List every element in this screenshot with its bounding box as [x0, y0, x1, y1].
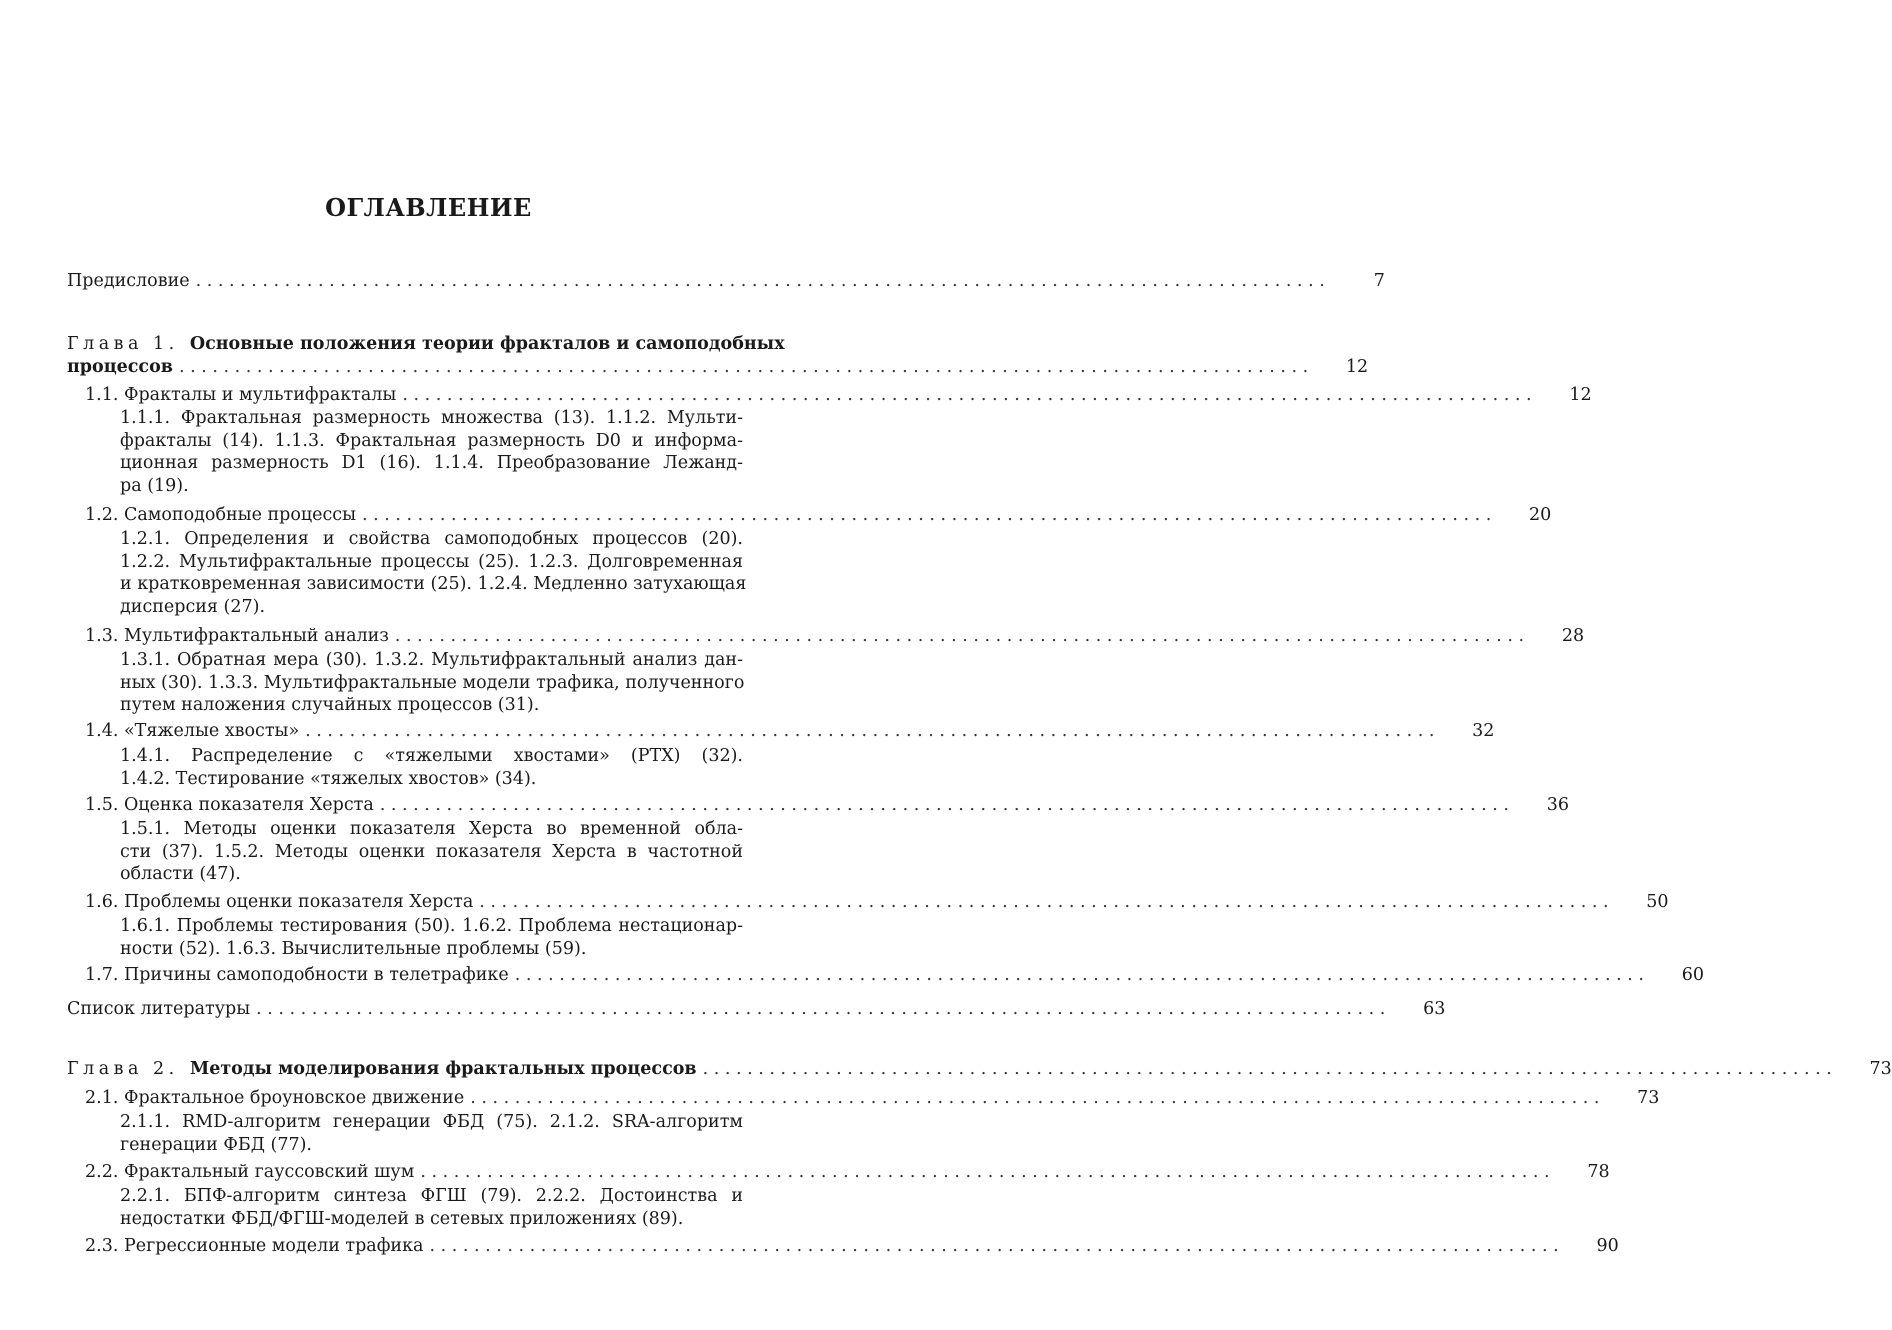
toc-page-number: 20: [1529, 505, 1552, 525]
subsections-1-6: [120, 915, 743, 960]
subsection-line: сти (37). 1.5.2. Методы оценки показателя Херста в частотной: [120, 841, 743, 862]
toc-entry-label: 1.2. Самоподобные процессы: [85, 505, 357, 525]
toc-page-number: 50: [1646, 892, 1669, 912]
toc-entry-label: Список литературы: [67, 999, 251, 1019]
toc-section-1-7[interactable]: [85, 964, 1704, 987]
subsection-line: 1.4.1. Распределение с «тяжелыми хвостами» (РТХ) (32).: [120, 746, 743, 766]
chapter-1-title-line-1: [67, 333, 795, 356]
toc-page-number: 63: [1423, 999, 1446, 1019]
toc-page-number: 36: [1546, 795, 1569, 815]
leader-dots: [703, 1058, 1832, 1081]
leader-dots: [420, 1161, 1549, 1184]
chapter-title-cont: процессов: [67, 357, 173, 377]
chapter-title: Методы моделирования фрактальных процессов: [189, 1059, 697, 1079]
toc-section-1-4[interactable]: [85, 720, 1495, 743]
subsections-1-5: [120, 818, 743, 886]
toc-section-2-3[interactable]: [85, 1235, 1619, 1258]
toc-page-number: 12: [1345, 357, 1369, 377]
toc-entry-references[interactable]: [67, 998, 1446, 1021]
toc-entry-label: 1.3. Мультифрактальный анализ: [85, 626, 389, 646]
subsection-line: 1.2.2. Мультифрактальные процессы (25). 1.2.3. Долговременная: [120, 551, 743, 572]
toc-entry-label: 1.4. «Тяжелые хвосты»: [85, 721, 300, 741]
toc-section-1-6[interactable]: [85, 891, 1669, 914]
subsection-line: 1.6.1. Проблемы тестирования (50). 1.6.2. Проблема нестационар-: [120, 916, 743, 936]
toc-section-1-2[interactable]: [85, 504, 1552, 527]
toc-entry-label: 2.2. Фрактальный гауссовский шум: [85, 1162, 415, 1182]
subsection-line: 1.3.1. Обратная мера (30). 1.3.2. Мультифрактальный анализ дан-: [120, 650, 743, 670]
toc-page-number: 12: [1569, 385, 1592, 405]
subsection-line: 1.5.1. Методы оценки показателя Херста во временной обла-: [120, 819, 743, 839]
subsection-line: дисперсия (27).: [120, 596, 266, 617]
subsections-1-4: [120, 745, 743, 790]
toc-entry-label: 1.7. Причины самоподобности в телетрафике: [85, 965, 509, 985]
toc-page-number: 28: [1561, 626, 1585, 646]
toc-section-2-1[interactable]: [85, 1087, 1660, 1110]
page-title: ОГЛАВЛЕНИЕ: [325, 193, 532, 222]
subsections-2-1: [120, 1111, 743, 1156]
chapter-1-title-line-2: [67, 356, 1369, 379]
toc-page-number: 7: [1373, 271, 1385, 291]
toc-page-number: 32: [1472, 721, 1495, 741]
toc-page-number: 73: [1869, 1059, 1892, 1079]
subsection-line: ционная размерность D1 (16). 1.1.4. Преобразование Лежанд-: [120, 453, 743, 474]
chapter-prefix: Глава 1.: [67, 334, 179, 354]
subsection-line: фракталы (14). 1.1.3. Фрактальная размерность D0 и информа-: [120, 430, 743, 451]
subsection-line: ных (30). 1.3.3. Мультифрактальные модели трафика, полученного: [120, 672, 745, 693]
toc-entry-label: Предисловие: [67, 271, 190, 291]
subsection-line: 1.1.1. Фрактальная размерность множества (13). 1.1.2. Мульти-: [120, 408, 743, 428]
subsection-line: 2.1.1. RMD-алгоритм генерации ФБД (75). 2.1.2. SRA-алгоритм: [120, 1112, 743, 1132]
toc-section-2-2[interactable]: [85, 1161, 1610, 1184]
subsection-line: области (47).: [120, 864, 241, 885]
subsection-line: недостатки ФБД/ФГШ-моделей в сетевых приложениях (89).: [120, 1208, 684, 1229]
leader-dots: [305, 720, 1434, 743]
subsections-1-3: [120, 649, 743, 717]
subsection-line: ности (52). 1.6.3. Вычислительные проблемы (59).: [120, 938, 587, 959]
leader-dots: [395, 625, 1524, 648]
subsections-1-1: [120, 407, 743, 497]
toc-entry-label: 1.6. Проблемы оценки показателя Херста: [85, 892, 474, 912]
toc-section-1-3[interactable]: [85, 625, 1585, 648]
toc-section-1-1[interactable]: [85, 384, 1592, 407]
toc-section-1-5[interactable]: [85, 794, 1569, 817]
leader-dots: [196, 270, 1325, 293]
toc-page-number: 73: [1637, 1088, 1660, 1108]
toc-entry-label: 2.1. Фрактальное броуновское движение: [85, 1088, 465, 1108]
toc-entry-label: 1.1. Фракталы и мультифракталы: [85, 385, 397, 405]
leader-dots: [362, 504, 1491, 527]
toc-page-number: 78: [1587, 1162, 1610, 1182]
leader-dots: [470, 1087, 1599, 1110]
chapter-title: Основные положения теории фракталов и самоподобных: [189, 334, 785, 354]
toc-page-number: 60: [1681, 965, 1704, 985]
subsection-line: 2.2.1. БПФ-алгоритм синтеза ФГШ (79). 2.2.2. Достоинства и: [120, 1186, 743, 1206]
subsection-line: 1.4.2. Тестирование «тяжелых хвостов» (34).: [120, 768, 537, 789]
subsection-line: 1.2.1. Определения и свойства самоподобных процессов (20).: [120, 529, 743, 549]
toc-entry-label: 1.5. Оценка показателя Херста: [85, 795, 374, 815]
subsection-line: и кратковременная зависимости (25). 1.2.4. Медленно затухающая: [120, 574, 747, 595]
leader-dots: [402, 384, 1531, 407]
toc-chapter-2[interactable]: [67, 1058, 1892, 1081]
leader-dots: [380, 794, 1509, 817]
leader-dots: [479, 891, 1608, 914]
leader-dots: [429, 1235, 1558, 1258]
subsection-line: ра (19).: [120, 475, 189, 496]
subsection-line: путем наложения случайных процессов (31).: [120, 695, 540, 716]
chapter-prefix: Глава 2.: [67, 1059, 179, 1079]
leader-dots: [179, 356, 1308, 379]
toc-page-number: 90: [1596, 1236, 1619, 1256]
subsections-2-2: [120, 1185, 743, 1230]
leader-dots: [515, 964, 1644, 987]
toc-entry-label: 2.3. Регрессионные модели трафика: [85, 1236, 424, 1256]
leader-dots: [256, 998, 1385, 1021]
subsection-line: генерации ФБД (77).: [120, 1134, 312, 1155]
toc-entry-preface[interactable]: [67, 270, 1385, 293]
subsections-1-2: [120, 528, 747, 618]
